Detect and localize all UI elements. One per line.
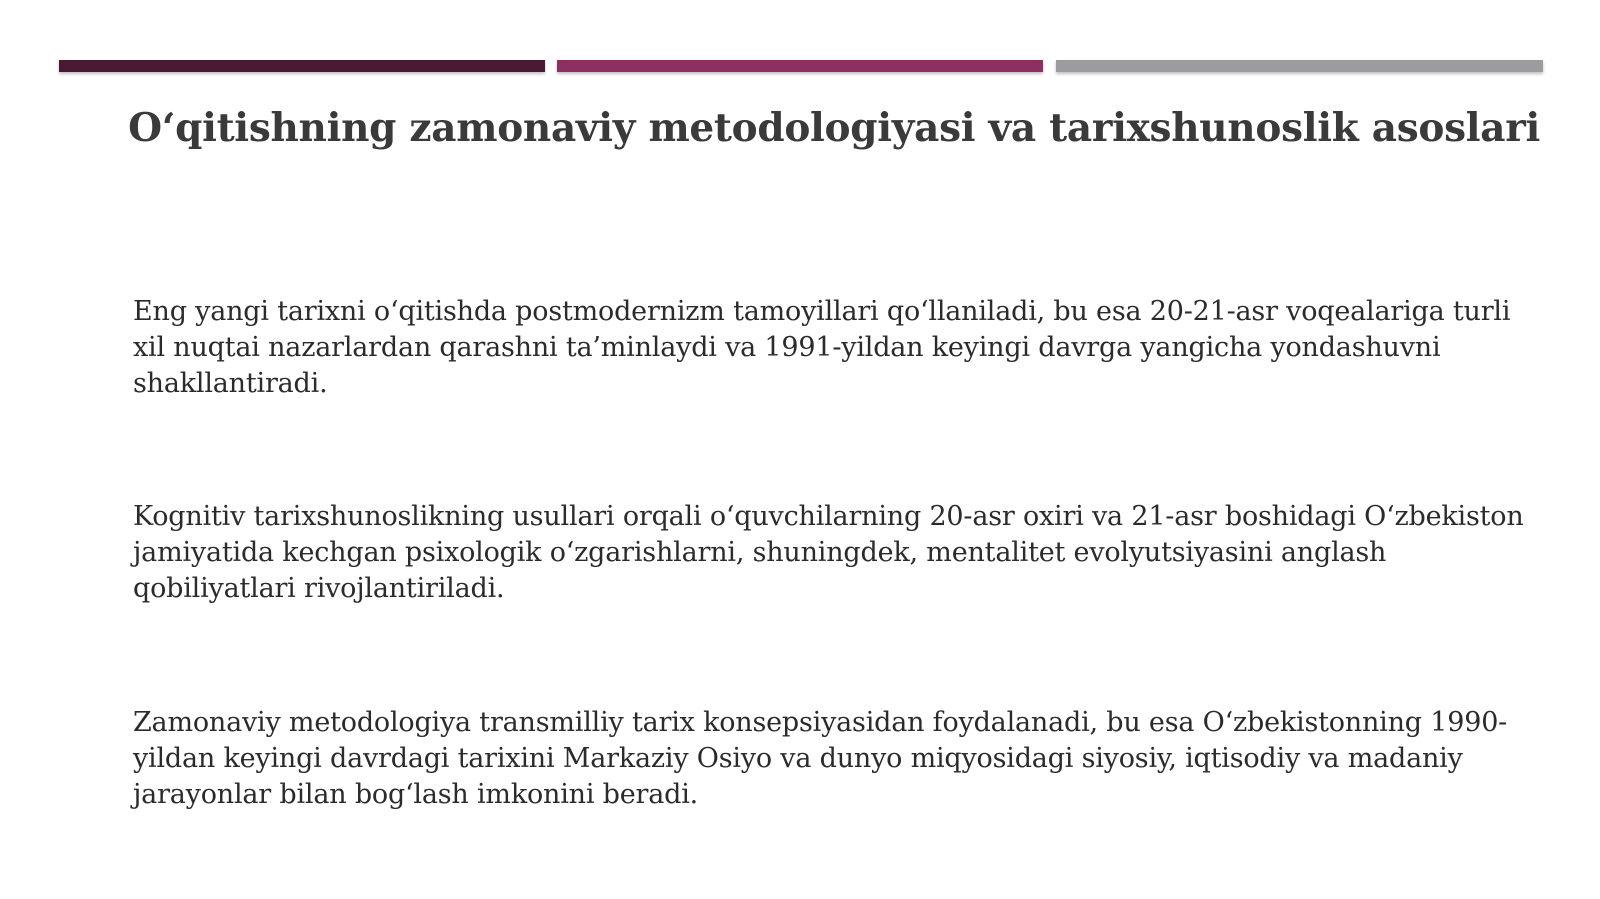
body-paragraph-1: Eng yangi tarixni o‘qitishda postmodernizm tamoyillari qo‘llaniladi, bu esa 20-21-asr voqealariga turli xil nuqtai nazarlardan qarashni ta’minlaydi va 1991-yildan keyingi davrga yangicha yondashuvni shakllantiradi. xyxy=(133,296,1511,399)
body-paragraph-2: Kognitiv tarixshunoslikning usullari orqali o‘quvchilarning 20-asr oxiri va 21-asr boshidagi O‘zbekiston jamiyatida kechgan psixologik o‘zgarishlarni, shuningdek, mentalitet evolyutsiyasini anglash qobiliyatlari rivojlantiriladi. xyxy=(133,501,1524,604)
body-paragraph-3: Zamonaviy metodologiya transmilliy tarix konsepsiyasidan foydalanadi, bu esa O‘zbekistonning 1990-yildan keyingi davrdagi tarixini Markaziy Osiyo va dunyo miqyosidagi siyosiy, iqtisodiy va madaniy jarayonlar bilan bog‘lash imkonini beradi. xyxy=(133,707,1508,810)
accent-bar-gray xyxy=(1056,60,1543,72)
accent-bar-magenta xyxy=(557,60,1043,72)
accent-bar-dark xyxy=(59,60,545,72)
slide-title: O‘qitishning zamonaviy metodologiyasi va tarixshunoslik asoslari xyxy=(128,105,1540,151)
